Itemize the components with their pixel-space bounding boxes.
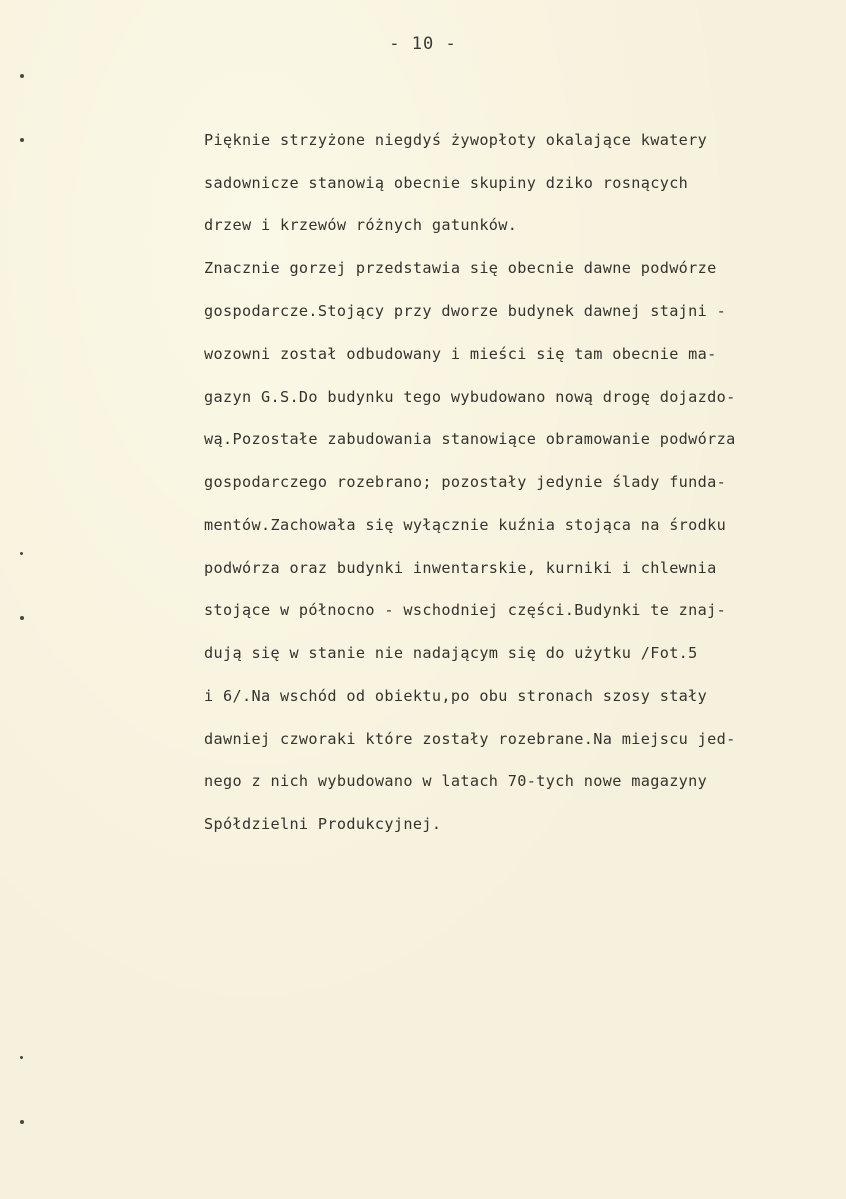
margin-mark <box>20 1056 23 1059</box>
margin-mark <box>20 1120 24 1124</box>
text-line: sadownicze stanowią obecnie skupiny dziko rosnących <box>204 174 689 192</box>
text-line: mentów.Zachowała się wyłącznie kuźnia stojąca na środku <box>204 516 727 534</box>
text-line: gospodarczego rozebrano; pozostały jedynie ślady funda- <box>204 473 727 491</box>
page-number: - 10 - <box>389 34 457 54</box>
text-line: drzew i krzewów różnych gatunków. <box>204 216 518 234</box>
text-line: gospodarcze.Stojący przy dworze budynek dawnej stajni - <box>204 302 727 320</box>
text-line: wą.Pozostałe zabudowania stanowiące obramowanie podwórza <box>204 430 736 448</box>
text-line: Znacznie gorzej przedstawia się obecnie dawne podwórze <box>204 259 717 277</box>
text-line: dują się w stanie nie nadającym się do użytku /Fot.5 <box>204 644 698 662</box>
margin-mark <box>20 552 23 555</box>
text-line: wozowni został odbudowany i mieści się tam obecnie ma- <box>204 345 717 363</box>
text-line: i 6/.Na wschód od obiektu,po obu stronach szosy stały <box>204 687 708 705</box>
text-line: podwórza oraz budynki inwentarskie, kurniki i chlewnia <box>204 559 717 577</box>
text-line: Pięknie strzyżone niegdyś żywopłoty okalające kwatery <box>204 131 708 149</box>
text-line: nego z nich wybudowano w latach 70-tych nowe magazyny <box>204 772 708 790</box>
margin-mark <box>20 616 24 620</box>
margin-mark <box>20 138 24 142</box>
text-line: stojące w północno - wschodniej części.Budynki te znaj- <box>204 601 727 619</box>
text-line: dawniej czworaki które zostały rozebrane.Na miejscu jed- <box>204 730 736 748</box>
text-line: Spółdzielni Produkcyjnej. <box>204 815 442 833</box>
margin-mark <box>20 74 24 78</box>
text-line: gazyn G.S.Do budynku tego wybudowano nową drogę dojazdo- <box>204 388 736 406</box>
